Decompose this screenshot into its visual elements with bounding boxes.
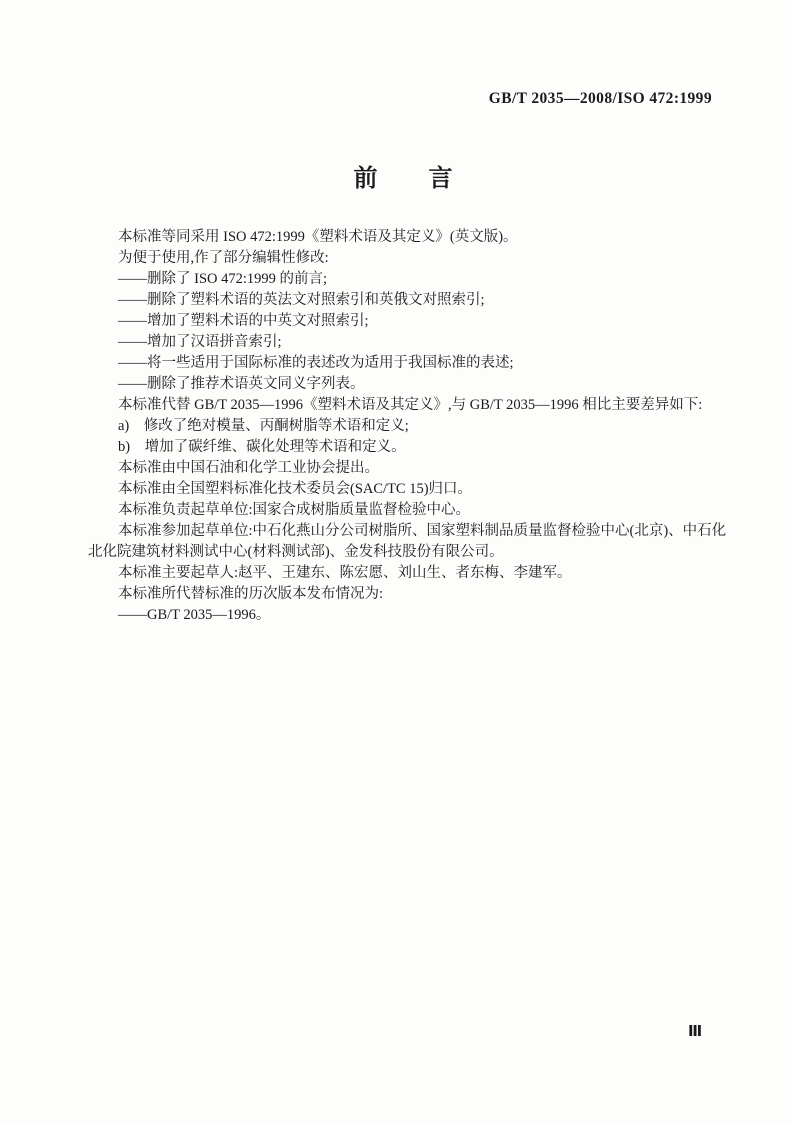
body-line: 本标准主要起草人:赵平、王建东、陈宏愿、刘山生、者东梅、李建军。 bbox=[118, 565, 572, 581]
body-line: 本标准所代替标准的历次版本发布情况为: bbox=[118, 586, 384, 602]
body-line: ——删除了推荐术语英文同义字列表。 bbox=[118, 376, 365, 392]
body-line: 本标准代替 GB/T 2035—1996《塑料术语及其定义》,与 GB/T 2035—1996 相比主要差异如下: bbox=[118, 397, 703, 413]
foreword-body bbox=[88, 227, 728, 626]
body-line: 本标准负责起草单位:国家合成树脂质量监督检验中心。 bbox=[118, 502, 471, 518]
body-line: ——GB/T 2035—1996。 bbox=[118, 607, 271, 623]
page-number: Ⅲ bbox=[688, 1022, 703, 1040]
body-line: ——删除了塑料术语的英法文对照索引和英俄文对照索引; bbox=[118, 292, 485, 308]
standard-number-header: GB/T 2035—2008/ISO 472:1999 bbox=[488, 90, 712, 107]
body-line: 本标准由全国塑料标准化技术委员会(SAC/TC 15)归口。 bbox=[118, 481, 473, 497]
body-line: ——增加了塑料术语的中英文对照索引; bbox=[118, 313, 369, 329]
body-line: 本标准由中国石油和化学工业协会提出。 bbox=[118, 460, 379, 476]
body-line: b) 增加了碳纤维、碳化处理等术语和定义。 bbox=[118, 439, 406, 455]
body-line: ——增加了汉语拼音索引; bbox=[118, 334, 282, 350]
body-line: 本标准等同采用 ISO 472:1999《塑料术语及其定义》(英文版)。 bbox=[118, 229, 518, 245]
body-line: 北化院建筑材料测试中心(材料测试部)、金发科技股份有限公司。 bbox=[88, 544, 504, 560]
body-line: ——将一些适用于国际标准的表述改为适用于我国标准的表述; bbox=[118, 355, 514, 371]
body-line: ——删除了 ISO 472:1999 的前言; bbox=[118, 271, 328, 287]
page-title: 前 言 bbox=[353, 164, 454, 192]
body-line: 为便于使用,作了部分编辑性修改: bbox=[118, 250, 329, 266]
body-line: 本标准参加起草单位:中石化燕山分公司树脂所、国家塑料制品质量监督检验中心(北京)、中石化 bbox=[118, 523, 727, 539]
body-line: a) 修改了绝对模量、丙酮树脂等术语和定义; bbox=[118, 418, 409, 434]
